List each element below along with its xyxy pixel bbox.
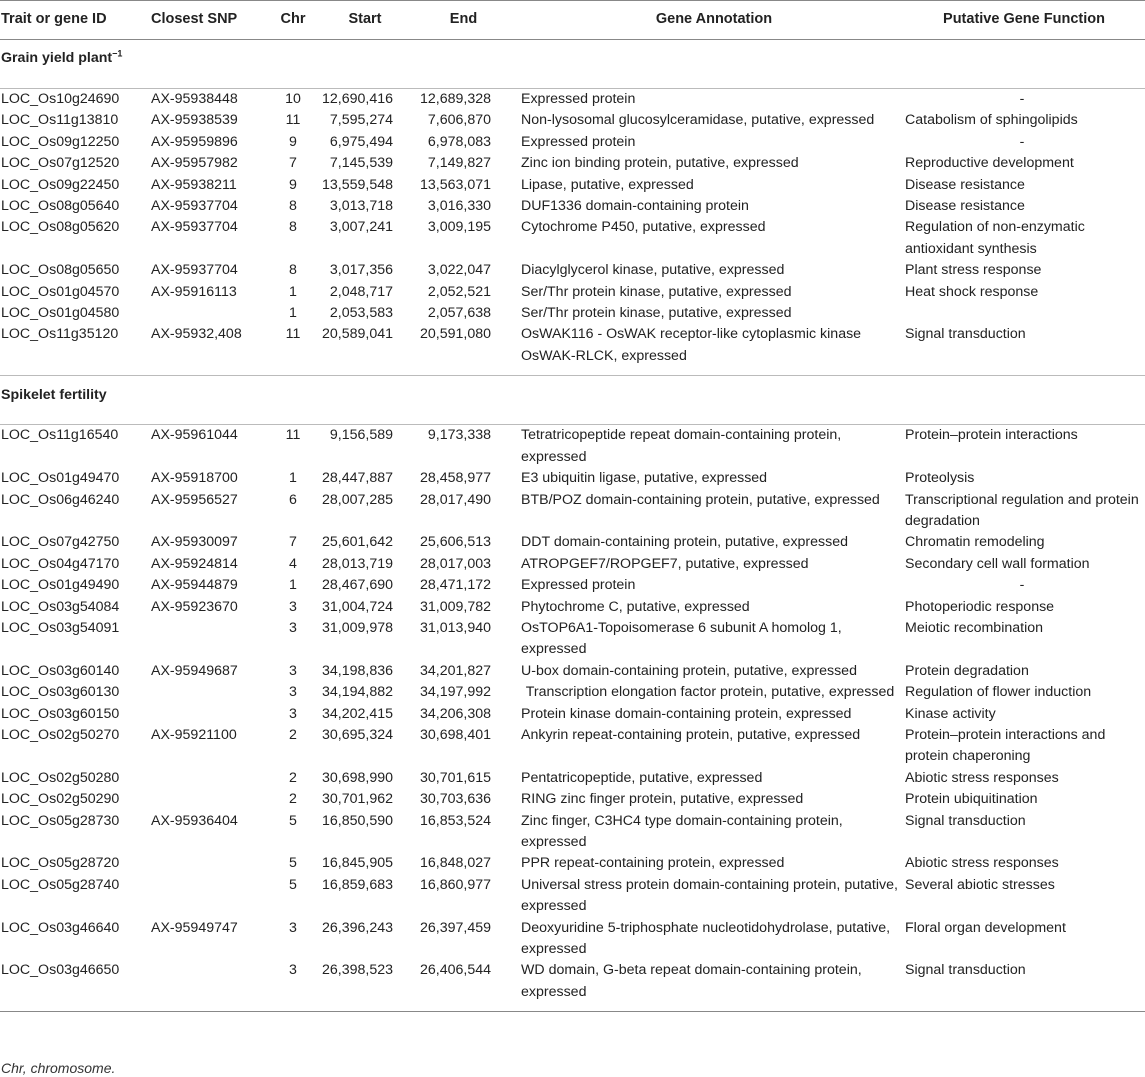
gene-id-cell: LOC_Os03g46650	[1, 962, 120, 979]
chr-cell: 3	[289, 919, 297, 936]
start-cell: 31,004,724	[321, 598, 393, 615]
putative-function-cell: Catabolism of sphingolipids	[905, 112, 1078, 129]
gene-id-cell: LOC_Os01g49490	[1, 577, 120, 594]
start-cell: 34,198,836	[321, 662, 393, 679]
end-cell: 34,206,308	[419, 705, 491, 722]
chr-cell: 3	[289, 662, 297, 679]
closest-snp-cell: AX-95944879	[151, 577, 238, 594]
gene-id-cell: LOC_Os08g05650	[1, 262, 120, 279]
gene-id-cell: LOC_Os11g13810	[1, 112, 119, 129]
header-chr: Chr	[265, 1, 311, 40]
section-divider	[0, 78, 1145, 89]
end-cell: 30,698,401	[419, 726, 491, 743]
gene-annotation-cell: Deoxyuridine 5-triphosphate nucleotidohydrolase, putative, expressed	[521, 919, 891, 958]
table-row	[0, 282, 1145, 303]
header-putative-function: Putative Gene Function	[899, 1, 1145, 40]
table-row	[0, 853, 1145, 874]
section-end-divider	[0, 367, 1145, 376]
start-cell: 3,017,356	[329, 262, 393, 279]
start-cell: 31,009,978	[321, 619, 393, 636]
putative-function-cell	[899, 303, 1145, 324]
start-cell: 13,559,548	[321, 176, 393, 193]
chr-cell: 11	[285, 427, 301, 444]
chr-cell: 3	[289, 962, 297, 979]
closest-snp-cell: AX-95921100	[151, 726, 237, 743]
gene-annotation-cell: Transcription elongation factor protein, putative, expressed	[525, 684, 895, 701]
gene-annotation-cell: U-box domain-containing protein, putative, expressed	[521, 662, 857, 679]
gene-annotation-cell: Cytochrome P450, putative, expressed	[521, 219, 766, 236]
closest-snp-cell	[146, 875, 265, 918]
table-row	[0, 960, 1145, 1003]
table-row	[0, 110, 1145, 131]
putative-function-cell: Transcriptional regulation and protein degradation	[905, 491, 1139, 529]
end-cell: 28,458,977	[419, 470, 491, 487]
closest-snp-cell: AX-95938539	[151, 112, 238, 129]
closest-snp-cell: AX-95937704	[151, 219, 238, 236]
gene-id-cell: LOC_Os11g16540	[1, 427, 119, 444]
section-title-superscript: −1	[112, 48, 123, 59]
gene-id-cell: LOC_Os03g46640	[1, 919, 120, 936]
table-row	[0, 918, 1145, 961]
closest-snp-cell: AX-95956527	[151, 491, 238, 508]
putative-function-cell: Heat shock response	[905, 283, 1039, 300]
end-cell: 34,197,992	[419, 684, 491, 701]
putative-function-cell: -	[1019, 577, 1025, 594]
chr-cell: 1	[289, 470, 297, 487]
start-cell: 7,595,274	[329, 112, 393, 129]
table-row	[0, 532, 1145, 553]
end-cell: 3,016,330	[427, 198, 491, 215]
end-cell: 28,017,003	[419, 555, 491, 572]
putative-function-cell: Protein degradation	[905, 662, 1029, 679]
end-cell: 13,563,071	[419, 176, 491, 193]
closest-snp-cell: AX-95957982	[151, 155, 238, 172]
chr-cell: 8	[289, 262, 297, 279]
end-cell: 20,591,080	[419, 326, 491, 343]
gene-annotation-cell: PPR repeat-containing protein, expressed	[521, 855, 785, 872]
gene-id-cell: LOC_Os09g22450	[1, 176, 120, 193]
gene-annotation-cell: WD domain, G-beta repeat domain-containing protein, expressed	[521, 962, 862, 1000]
chr-cell: 1	[289, 283, 297, 300]
header-gene-annotation: Gene Annotation	[514, 1, 899, 40]
end-cell: 9,173,338	[427, 427, 491, 444]
gene-annotation-cell: Lipase, putative, expressed	[521, 176, 694, 193]
chr-cell: 5	[289, 855, 297, 872]
table-row	[0, 704, 1145, 725]
section-header-row	[0, 40, 1145, 79]
start-cell: 28,467,690	[321, 577, 393, 594]
putative-function-cell: Signal transduction	[905, 962, 1026, 979]
table-row	[0, 661, 1145, 682]
end-cell: 7,149,827	[427, 155, 491, 172]
gene-annotation-cell: Zinc ion binding protein, putative, expressed	[521, 155, 799, 172]
end-cell: 16,853,524	[419, 812, 491, 829]
chr-cell: 5	[289, 812, 297, 829]
gene-annotation-cell: Universal stress protein domain-containing protein, putative, expressed	[521, 876, 898, 915]
divider-cell	[0, 414, 1145, 425]
table-row	[0, 132, 1145, 153]
closest-snp-cell: AX-95937704	[151, 198, 238, 215]
putative-function-cell: Protein ubiquitination	[905, 791, 1038, 808]
chr-cell: 3	[289, 705, 297, 722]
table-row	[0, 303, 1145, 324]
gene-id-cell: LOC_Os03g54084	[1, 598, 120, 615]
gene-annotation-cell: Tetratricopeptide repeat domain-containing protein, expressed	[521, 427, 842, 465]
closest-snp-cell	[146, 704, 265, 725]
end-cell: 28,471,172	[419, 577, 491, 594]
end-cell: 16,860,977	[419, 876, 491, 893]
table-row	[0, 175, 1145, 196]
start-cell: 20,589,041	[321, 326, 393, 343]
end-cell: 2,052,521	[427, 283, 491, 300]
closest-snp-cell	[146, 960, 265, 1003]
start-cell: 34,194,882	[321, 684, 393, 701]
putative-function-cell: Disease resistance	[905, 176, 1025, 193]
putative-function-cell: Kinase activity	[905, 705, 996, 722]
closest-snp-cell	[146, 618, 265, 661]
closest-snp-cell: AX-95938448	[151, 91, 238, 107]
closest-snp-cell	[146, 682, 265, 703]
section-title-text: Grain yield plant	[1, 50, 113, 67]
chr-cell: 1	[289, 305, 297, 322]
putative-function-cell: Regulation of flower induction	[905, 684, 1092, 701]
start-cell: 16,850,590	[321, 812, 393, 829]
putative-function-cell: Abiotic stress responses	[905, 769, 1059, 786]
start-cell: 30,695,324	[321, 726, 393, 743]
table-row	[0, 425, 1145, 468]
putative-function-cell: Meiotic recombination	[905, 619, 1043, 636]
gene-id-cell: LOC_Os05g28740	[1, 876, 120, 893]
chr-cell: 9	[289, 133, 297, 150]
table-row	[0, 618, 1145, 661]
end-cell: 25,606,513	[419, 534, 491, 551]
gene-annotation-cell: Expressed protein	[521, 577, 636, 594]
putative-function-cell: Several abiotic stresses	[905, 876, 1055, 893]
gene-id-cell: LOC_Os07g42750	[1, 534, 120, 551]
putative-function-cell: Secondary cell wall formation	[905, 555, 1090, 572]
gene-id-cell: LOC_Os08g05640	[1, 198, 120, 215]
gene-id-cell: LOC_Os05g28730	[1, 812, 120, 829]
end-cell: 26,397,459	[419, 919, 491, 936]
section-title	[0, 40, 1145, 79]
gene-id-cell: LOC_Os03g60150	[1, 705, 120, 722]
chr-cell: 2	[289, 769, 297, 786]
end-cell: 16,848,027	[419, 855, 491, 872]
gene-annotation-cell: Protein kinase domain-containing protein, expressed	[521, 705, 852, 722]
header-gene-id: Trait or gene ID	[0, 1, 146, 40]
gene-annotation-cell: OsTOP6A1-Topoisomerase 6 subunit A homolog 1, expressed	[521, 619, 842, 658]
putative-function-cell: Reproductive development	[905, 155, 1074, 172]
gene-id-cell: LOC_Os01g49470	[1, 470, 120, 487]
end-cell: 34,201,827	[419, 662, 491, 679]
gene-id-cell: LOC_Os03g60130	[1, 684, 120, 701]
gene-id-cell: LOC_Os01g04570	[1, 283, 120, 300]
chr-cell: 2	[289, 791, 297, 808]
gene-annotation-cell: BTB/POZ domain-containing protein, putative, expressed	[521, 491, 880, 508]
gene-annotation-cell: Expressed protein	[521, 91, 636, 107]
start-cell: 12,690,416	[321, 91, 393, 107]
putative-function-cell: -	[1019, 133, 1025, 150]
gene-annotation-cell: DDT domain-containing protein, putative, expressed	[521, 534, 849, 551]
end-cell: 7,606,870	[427, 112, 491, 129]
table-row	[0, 490, 1145, 533]
table-row	[0, 468, 1145, 489]
start-cell: 26,398,523	[321, 962, 393, 979]
gene-id-cell: LOC_Os10g24690	[1, 91, 120, 107]
gene-id-cell: LOC_Os02g50280	[1, 769, 120, 786]
end-cell: 28,017,490	[419, 491, 491, 508]
putative-function-cell: Photoperiodic response	[905, 598, 1055, 615]
start-cell: 3,013,718	[329, 198, 393, 215]
putative-function-cell: Signal transduction	[905, 326, 1026, 343]
putative-function-cell: Proteolysis	[905, 470, 975, 487]
putative-function-cell: Plant stress response	[905, 262, 1042, 279]
gene-annotation-cell: OsWAK116 - OsWAK receptor-like cytoplasmic kinase OsWAK-RLCK, expressed	[521, 326, 862, 364]
divider-cell	[0, 367, 1145, 376]
table-row	[0, 153, 1145, 174]
gene-annotation-cell: Ankyrin repeat-containing protein, putative, expressed	[521, 726, 861, 743]
table-row	[0, 768, 1145, 789]
gene-id-cell: LOC_Os07g12520	[1, 155, 120, 172]
closest-snp-cell: AX-95959896	[151, 133, 238, 150]
section-title-text: Spikelet fertility	[1, 386, 107, 403]
putative-function-cell: Protein–protein interactions and protein chaperoning	[905, 726, 1106, 765]
start-cell: 30,701,962	[321, 791, 393, 808]
divider-cell	[0, 78, 1145, 89]
section-divider	[0, 414, 1145, 425]
chr-cell: 3	[289, 598, 297, 615]
gene-annotation-cell: DUF1336 domain-containing protein	[521, 198, 749, 215]
end-cell: 2,057,638	[427, 305, 491, 322]
header-closest-snp: Closest SNP	[146, 1, 265, 40]
start-cell: 16,859,683	[321, 876, 393, 893]
putative-function-cell: Regulation of non-enzymatic antioxidant synthesis	[905, 219, 1085, 257]
end-cell: 6,978,083	[427, 133, 491, 150]
gene-id-cell: LOC_Os05g28720	[1, 855, 120, 872]
table-row	[0, 217, 1145, 260]
gene-id-cell: LOC_Os01g04580	[1, 305, 120, 322]
table-row	[0, 575, 1145, 596]
chr-cell: 8	[289, 198, 297, 215]
table-row	[0, 811, 1145, 854]
closest-snp-cell: AX-95916113	[151, 283, 237, 300]
section-end-divider	[0, 1003, 1145, 1012]
table-row	[0, 260, 1145, 281]
start-cell: 2,053,583	[329, 305, 393, 322]
start-cell: 26,396,243	[321, 919, 393, 936]
closest-snp-cell: AX-95918700	[151, 470, 238, 487]
closest-snp-cell: AX-95961044	[151, 427, 238, 444]
chr-cell: 11	[285, 112, 301, 129]
start-cell: 9,156,589	[329, 427, 393, 444]
gene-id-cell: LOC_Os03g54091	[1, 619, 120, 636]
gene-annotation-cell: Non-lysosomal glucosylceramidase, putative, expressed	[521, 112, 875, 129]
end-cell: 26,406,544	[419, 962, 491, 979]
closest-snp-cell: AX-95930097	[151, 534, 238, 551]
section-header-row	[0, 376, 1145, 415]
putative-function-cell: -	[1019, 91, 1025, 107]
chr-cell: 9	[289, 176, 297, 193]
closest-snp-cell: AX-95949687	[151, 662, 238, 679]
closest-snp-cell: AX-95932,408	[151, 326, 242, 343]
start-cell: 6,975,494	[329, 133, 393, 150]
putative-function-cell: Protein–protein interactions	[905, 427, 1078, 444]
closest-snp-cell	[146, 303, 265, 324]
start-cell: 2,048,717	[329, 283, 393, 300]
putative-function-cell: Signal transduction	[905, 812, 1026, 829]
chr-cell: 10	[285, 91, 301, 107]
start-cell: 16,845,905	[321, 855, 393, 872]
chr-cell: 5	[289, 876, 297, 893]
closest-snp-cell: AX-95938211	[151, 176, 237, 193]
chr-cell: 7	[289, 534, 297, 551]
gene-id-cell: LOC_Os02g50270	[1, 726, 120, 743]
table-header	[0, 1, 1145, 40]
gene-annotation-cell: Ser/Thr protein kinase, putative, expressed	[521, 283, 792, 300]
closest-snp-cell: AX-95937704	[151, 262, 238, 279]
putative-function-cell: Disease resistance	[905, 198, 1025, 215]
table-row	[0, 89, 1145, 110]
closest-snp-cell	[146, 789, 265, 810]
chr-cell: 2	[289, 726, 297, 743]
gene-id-cell: LOC_Os11g35120	[1, 326, 119, 343]
closest-snp-cell: AX-95936404	[151, 812, 238, 829]
header-start: Start	[311, 1, 397, 40]
chr-cell: 11	[285, 326, 301, 343]
chr-cell: 3	[289, 619, 297, 636]
gene-annotation-cell: ATROPGEF7/ROPGEF7, putative, expressed	[521, 555, 809, 572]
gene-annotation-cell: Zinc finger, C3HC4 type domain-containing protein, expressed	[521, 812, 843, 850]
start-cell: 3,007,241	[329, 219, 393, 236]
gene-id-cell: LOC_Os02g50290	[1, 791, 120, 808]
closest-snp-cell	[146, 853, 265, 874]
table-row	[0, 875, 1145, 918]
gene-id-cell: LOC_Os09g12250	[1, 133, 120, 150]
start-cell: 28,013,719	[321, 555, 393, 572]
start-cell: 28,007,285	[321, 491, 393, 508]
section-title	[0, 376, 1145, 415]
chr-cell: 4	[289, 555, 297, 572]
gene-annotation-cell: E3 ubiquitin ligase, putative, expressed	[521, 470, 768, 487]
table-body	[0, 40, 1145, 1012]
table-footnote: Chr, chromosome.	[1, 1060, 116, 1076]
gene-annotation-cell: Ser/Thr protein kinase, putative, expressed	[521, 305, 792, 322]
start-cell: 30,698,990	[321, 769, 393, 786]
gene-id-cell: LOC_Os06g46240	[1, 491, 120, 508]
start-cell: 34,202,415	[321, 705, 393, 722]
chr-cell: 3	[289, 684, 297, 701]
chr-cell: 6	[289, 491, 297, 508]
chr-cell: 1	[289, 577, 297, 594]
start-cell: 25,601,642	[321, 534, 393, 551]
table-row	[0, 324, 1145, 367]
gene-annotation-cell: Phytochrome C, putative, expressed	[521, 598, 750, 615]
putative-function-cell: Chromatin remodeling	[905, 534, 1045, 551]
start-cell: 7,145,539	[329, 155, 393, 172]
gene-annotation-cell: Diacylglycerol kinase, putative, expressed	[521, 262, 785, 279]
gene-id-cell: LOC_Os03g60140	[1, 662, 120, 679]
divider-cell	[0, 1003, 1145, 1012]
closest-snp-cell: AX-95924814	[151, 555, 238, 572]
end-cell: 31,009,782	[419, 598, 491, 615]
table-row	[0, 725, 1145, 768]
table-row	[0, 597, 1145, 618]
header-end: End	[397, 1, 514, 40]
closest-snp-cell: AX-95949747	[151, 919, 238, 936]
header-row	[0, 1, 1145, 40]
end-cell: 3,022,047	[427, 262, 491, 279]
end-cell: 31,013,940	[419, 619, 491, 636]
gene-annotation-cell: Expressed protein	[521, 133, 636, 150]
chr-cell: 8	[289, 219, 297, 236]
putative-function-cell: Abiotic stress responses	[905, 855, 1059, 872]
table-row	[0, 196, 1145, 217]
start-cell: 28,447,887	[321, 470, 393, 487]
closest-snp-cell: AX-95923670	[151, 598, 238, 615]
end-cell: 3,009,195	[427, 219, 491, 236]
chr-cell: 7	[289, 155, 297, 172]
end-cell: 12,689,328	[419, 91, 491, 107]
putative-function-cell: Floral organ development	[905, 919, 1066, 936]
table-row	[0, 682, 1145, 703]
end-cell: 30,703,636	[419, 791, 491, 808]
table-row	[0, 789, 1145, 810]
gene-id-cell: LOC_Os08g05620	[1, 219, 120, 236]
end-cell: 30,701,615	[419, 769, 491, 786]
closest-snp-cell	[146, 768, 265, 789]
gene-annotation-cell: Pentatricopeptide, putative, expressed	[521, 769, 763, 786]
table-row	[0, 554, 1145, 575]
gene-id-cell: LOC_Os04g47170	[1, 555, 120, 572]
gene-annotation-cell: RING zinc finger protein, putative, expressed	[521, 791, 804, 808]
